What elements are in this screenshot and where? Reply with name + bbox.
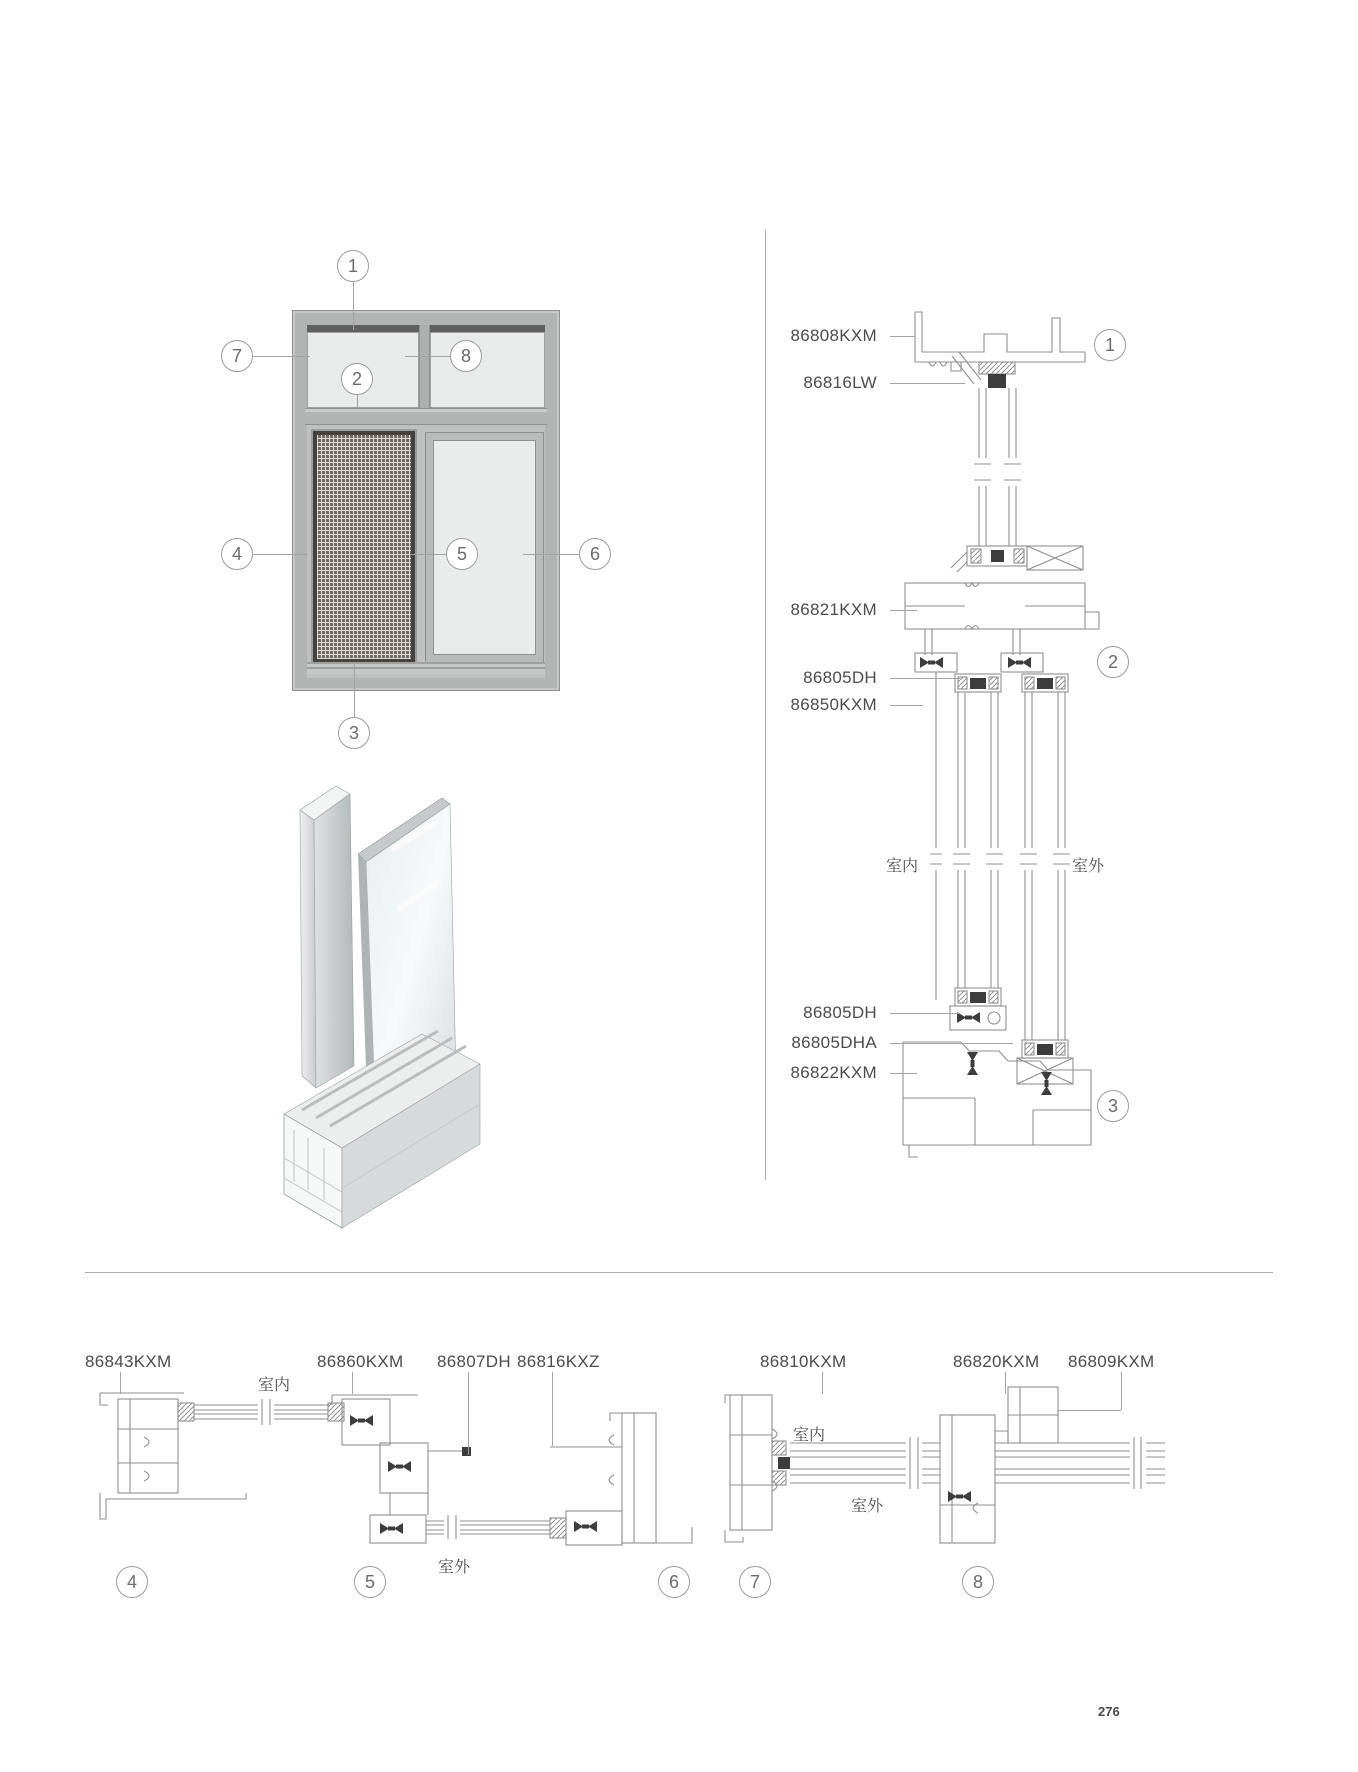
callout-circle-6: 6 <box>579 538 611 570</box>
part-label-86843KXM: 86843KXM <box>85 1352 172 1371</box>
leader-line <box>890 336 915 337</box>
section-callout-4: 4 <box>116 1566 148 1598</box>
profile-3d-render <box>272 758 487 1258</box>
horizontal-section-right-drawing <box>720 1385 1190 1560</box>
vertical-section-drawing <box>895 300 1125 1170</box>
indoor-label: 室内 <box>793 1427 826 1444</box>
leader-line <box>1058 1410 1121 1411</box>
callout-circle-1: 1 <box>337 250 369 282</box>
leader-line <box>552 1372 553 1446</box>
leader-line <box>357 395 358 408</box>
callout-circle-2: 2 <box>341 363 373 395</box>
section-callout-2: 2 <box>1097 646 1129 678</box>
callout-circle-4: 4 <box>221 538 253 570</box>
part-label-86850KXM: 86850KXM <box>790 695 877 714</box>
section-callout-6: 6 <box>658 1566 690 1598</box>
leader-line <box>890 610 917 611</box>
indoor-label: 室内 <box>258 1377 291 1394</box>
callout-circle-3: 3 <box>338 717 370 749</box>
leader-line <box>890 1013 960 1014</box>
outdoor-label: 室外 <box>1072 858 1105 875</box>
section-callout-3: 3 <box>1097 1090 1129 1122</box>
section-callout-1: 1 <box>1094 329 1126 361</box>
part-label-86816KXZ: 86816KXZ <box>517 1352 600 1371</box>
part-label-86805DH: 86805DH <box>803 668 877 687</box>
page-number: 276 <box>1098 1704 1120 1719</box>
leader-line <box>890 705 923 706</box>
part-label-86809KXM: 86809KXM <box>1068 1352 1155 1371</box>
part-label-86822KXM: 86822KXM <box>790 1063 877 1082</box>
leader-line <box>468 1372 469 1455</box>
part-label-86820KXM: 86820KXM <box>953 1352 1040 1371</box>
callout-circle-8: 8 <box>450 340 482 372</box>
part-label-86860KXM: 86860KXM <box>317 1352 404 1371</box>
part-label-86807DH: 86807DH <box>437 1352 511 1371</box>
leader-line <box>352 1372 353 1394</box>
part-label-86821KXM: 86821KXM <box>790 600 877 619</box>
part-label-86808KXM: 86808KXM <box>790 326 877 345</box>
part-label-86805DHA: 86805DHA <box>791 1033 877 1052</box>
elevation-top-mullion <box>419 325 430 408</box>
callout-circle-7: 7 <box>221 340 253 372</box>
window-elevation <box>292 310 560 691</box>
horizontal-section-left-drawing <box>80 1385 710 1560</box>
leader-line <box>410 554 446 555</box>
leader-line <box>354 662 355 717</box>
indoor-label: 室内 <box>886 858 919 875</box>
section-callout-8: 8 <box>962 1566 994 1598</box>
elevation-sliding-sash <box>426 433 543 662</box>
leader-line <box>405 356 450 357</box>
elevation-bottom-track <box>307 662 545 674</box>
leader-line <box>890 678 960 679</box>
leader-line <box>523 554 579 555</box>
elevation-top-right-glass <box>430 332 545 408</box>
callout-circle-5: 5 <box>446 538 478 570</box>
leader-line <box>353 282 354 330</box>
leader-line <box>1121 1372 1122 1410</box>
elevation-lower-zone <box>307 425 545 678</box>
part-label-86816LW: 86816LW <box>803 373 877 392</box>
outdoor-label: 室外 <box>851 1498 884 1515</box>
part-label-86810KXM: 86810KXM <box>760 1352 847 1371</box>
horizontal-divider <box>85 1272 1273 1273</box>
outdoor-label: 室外 <box>438 1559 471 1576</box>
leader-line <box>1005 1372 1006 1394</box>
section-callout-7: 7 <box>739 1566 771 1598</box>
leader-line <box>890 383 965 384</box>
leader-line <box>253 356 310 357</box>
section-callout-5: 5 <box>354 1566 386 1598</box>
leader-line <box>253 554 308 555</box>
leader-line <box>890 1043 1013 1044</box>
leader-line <box>120 1372 121 1394</box>
leader-line <box>890 1073 917 1074</box>
elevation-screen-panel <box>313 431 415 663</box>
elevation-transom <box>305 408 547 425</box>
part-label-86805DH-2: 86805DH <box>803 1003 877 1022</box>
leader-line <box>822 1372 823 1394</box>
